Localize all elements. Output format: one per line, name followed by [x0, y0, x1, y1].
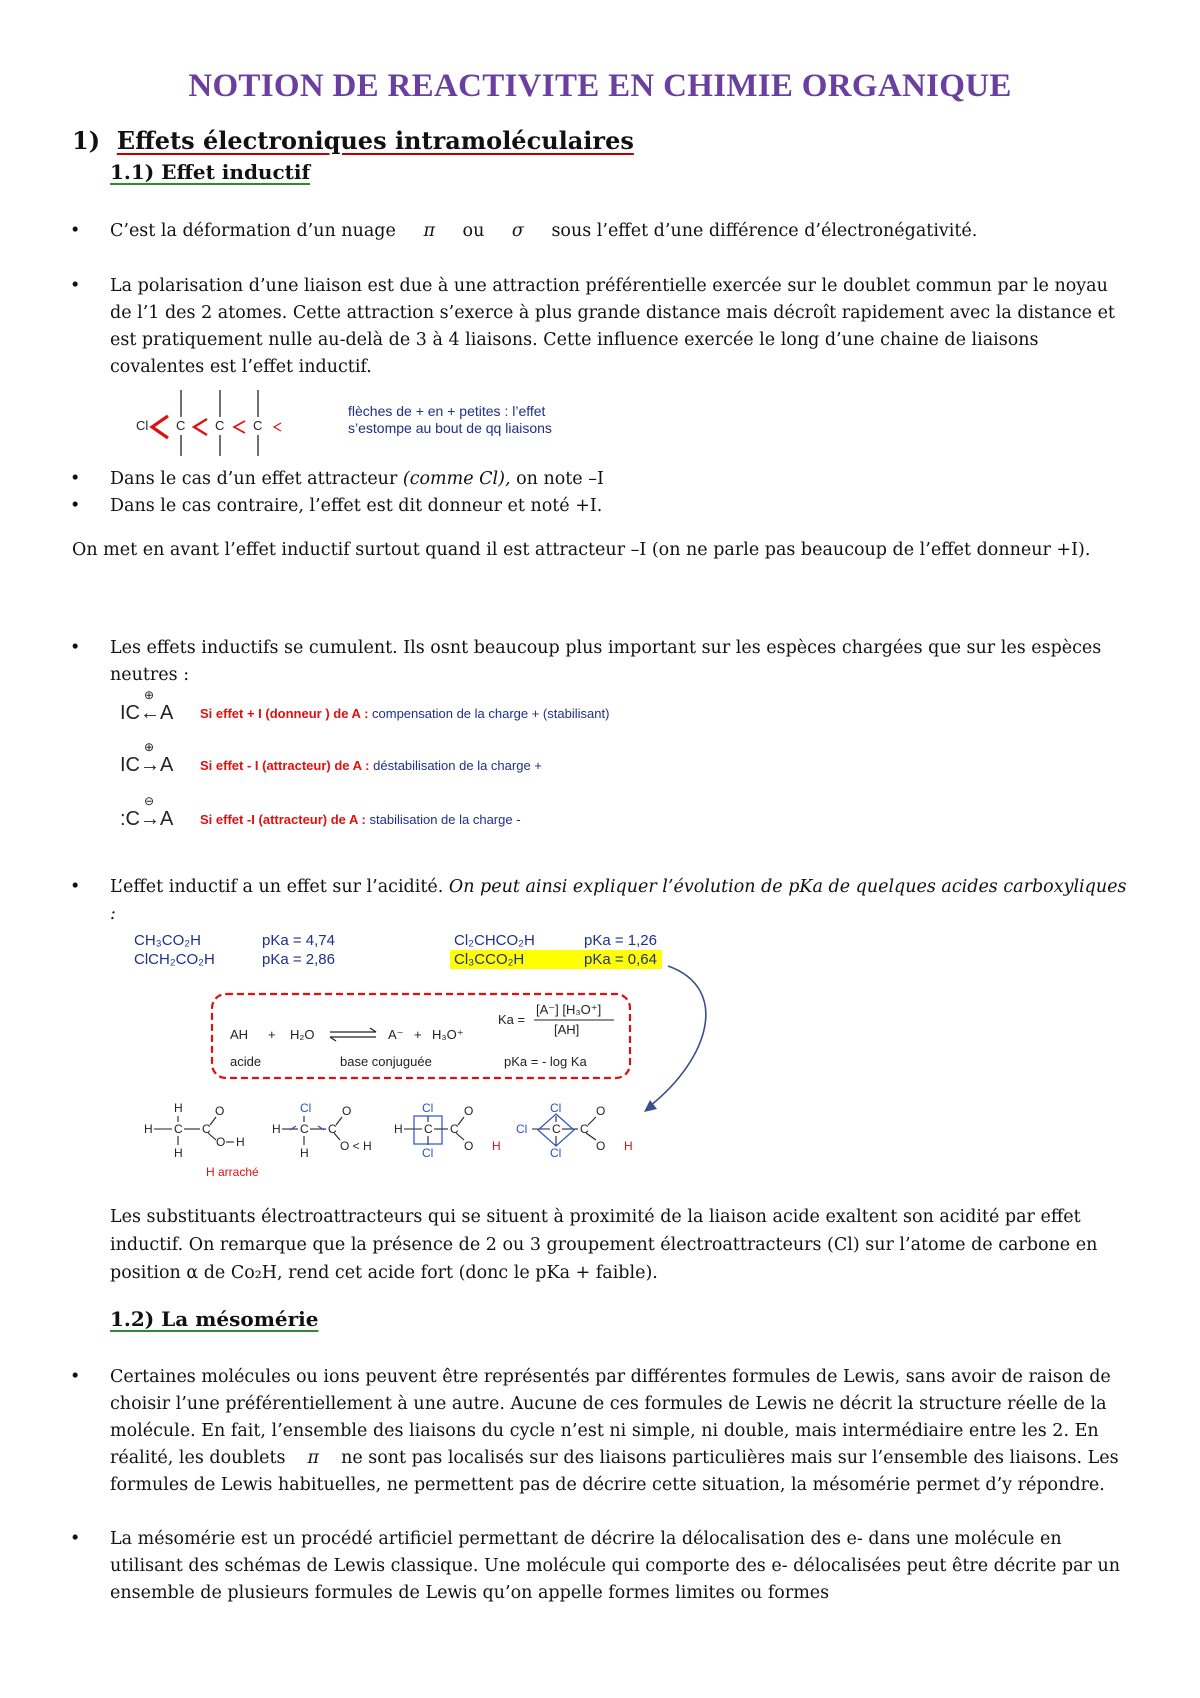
- bullet-1-text-end: sous l’effet d’une différence d’électronégativité.: [551, 221, 978, 241]
- mol2-c1: C: [300, 1122, 309, 1136]
- section-1-number: 1): [72, 126, 101, 155]
- effect-label: Si effet -I (attracteur) de A : stabilisation de la charge -: [200, 812, 521, 827]
- bullet-definition: [70, 218, 1130, 245]
- bullet-7-end: ne sont pas localisés sur des liaisons particulières mais sur l’ensemble des liaisons. Les formules de Lewis habituelles, ne permettent pas de décrire cette situation, la mésomérie permet d’y répondre.: [110, 1448, 1119, 1495]
- chain-c3: C: [253, 418, 263, 433]
- acid-4-formula: Cl₃CCO₂H: [454, 951, 525, 968]
- eq-ah: AH: [230, 1027, 249, 1042]
- bullet-mesomerie: [70, 1526, 1130, 1607]
- charge-symbol: ⊕: [144, 688, 155, 702]
- bullet-3-end: on note –I: [510, 469, 604, 489]
- acid-3-pka: pKa = 1,26: [584, 932, 657, 949]
- effect-description: déstabilisation de la charge +: [369, 758, 542, 773]
- mol3-o1: O: [464, 1104, 474, 1118]
- mol4-cl-left: Cl: [516, 1122, 528, 1136]
- page-title: NOTION DE REACTIVITE EN CHIMIE ORGANIQUE: [188, 68, 1012, 104]
- bullet-5-text: Les effets inductifs se cumulent. Ils osnt beaucoup plus important sur les espèces chargées que sur les espèces neutres :: [110, 638, 1102, 685]
- charged-species-figure: [120, 688, 820, 842]
- bullet-dot: •: [70, 877, 81, 897]
- charged-species-row: [120, 688, 820, 730]
- mol1-c2: C: [202, 1122, 211, 1136]
- mol3-cl-bottom: Cl: [422, 1146, 434, 1160]
- eq-pka-def: pKa = - log Ka: [504, 1054, 587, 1069]
- mol4-cl-bottom: Cl: [550, 1146, 562, 1160]
- effect-label: Si effet - I (attracteur) de A : déstabilisation de la charge +: [200, 758, 542, 773]
- bullet-acidite: [70, 874, 1130, 928]
- mol4-o1: O: [596, 1104, 606, 1118]
- arrow-small-icon: [234, 421, 245, 433]
- paragraph-inductive-note: On met en avant l’effet inductif surtout quand il est attracteur –I (on ne parle pas beaucoup de l’effet donneur +I).: [72, 540, 1091, 560]
- mol3-c2: C: [450, 1122, 459, 1136]
- mol3-h-acid: H: [492, 1139, 501, 1153]
- acid-3-formula: Cl₂CHCO₂H: [454, 932, 535, 949]
- charge-symbol: ⊕: [144, 740, 155, 754]
- mol2-c2: C: [328, 1122, 337, 1136]
- section-1-1-heading: [110, 160, 310, 184]
- bullet-dot: •: [70, 1529, 81, 1549]
- mol1-o2: O: [216, 1135, 226, 1149]
- mol3-h-left: H: [394, 1122, 403, 1136]
- sigma-symbol: σ: [511, 221, 524, 241]
- charged-species-row: [120, 794, 820, 836]
- curved-arrow-icon: [650, 966, 706, 1106]
- mol2-oh: O < H: [340, 1139, 372, 1153]
- bullet-dot: •: [70, 469, 81, 489]
- bullet-2-text: La polarisation d’une liaison est due à une attraction préférentielle exercée sur le doublet commun par le noyau de l’1 des 2 atomes. Cette attraction s’exerce à plus grande distance mais décroît rapidement avec la distance et est pratiquement nulle au-delà de 3 à 4 liaisons. Cette influence exercée le long d’une chaine de liaisons covalentes est l’effet inductif.: [110, 276, 1115, 377]
- bullet-6-start: L’effet inductif a un effet sur l’acidité.: [110, 877, 449, 897]
- eq-a-minus: A⁻: [388, 1027, 404, 1042]
- section-1-1-title: 1.1) Effet inductif: [110, 160, 311, 184]
- mol4-o2: O: [596, 1139, 606, 1153]
- eq-plus-1: +: [268, 1027, 276, 1042]
- bullet-6-italic: On peut ainsi expliquer l’évolution de pKa de quelques acides carboxyliques :: [110, 877, 1127, 924]
- bullet-1-text-start: C’est la déformation d’un nuage: [110, 221, 396, 241]
- mol2-cl: Cl: [300, 1101, 312, 1115]
- chain-note-line-1: flèches de + en + petites : l’effet: [348, 403, 546, 419]
- effect-description: compensation de la charge + (stabilisant): [368, 706, 610, 721]
- mol1-h-top: H: [174, 1101, 183, 1115]
- arrow-medium-icon: [194, 419, 207, 435]
- eq-base: base conjuguée: [340, 1054, 432, 1069]
- eq-h2o: H₂O: [290, 1027, 315, 1042]
- bullet-7-start: Certaines molécules ou ions peuvent être représentés par différentes formules de Lewis, sans avoir de raison de choisir l’une préférentiellement à une autre. Aucune de ces formules de Lewis ne décrit la structure réelle de la molécule. En fait, l’ensemble des liaisons du cycle n’est ni simple, ni double, mais intermédiaire entre les 2. En réalité, les doublets: [110, 1367, 1111, 1468]
- acid-1-pka: pKa = 4,74: [262, 932, 335, 949]
- bullet-1-ou: ou: [462, 221, 485, 241]
- acid-1-formula: CH₃CO₂H: [134, 932, 201, 949]
- acid-2-formula: ClCH₂CO₂H: [134, 951, 215, 968]
- chain-c1: C: [176, 418, 186, 433]
- effect-description: stabilisation de la charge -: [365, 812, 521, 827]
- bullet-3-italic: (comme Cl),: [402, 469, 511, 489]
- pi-symbol: π: [307, 1448, 320, 1468]
- chain-cl: Cl: [136, 418, 149, 433]
- bullet-3-start: Dans le cas d’un effet attracteur: [110, 469, 403, 489]
- mol4-c1: C: [552, 1122, 561, 1136]
- section-1-heading: [72, 126, 634, 155]
- section-1-2-heading: [110, 1307, 318, 1331]
- mol1-h-bottom: H: [174, 1146, 183, 1160]
- pi-symbol: π: [423, 221, 435, 241]
- acid-2-pka: pKa = 2,86: [262, 951, 335, 968]
- species-formula: :C→A: [120, 808, 174, 830]
- mol3-cl-top: Cl: [422, 1101, 434, 1115]
- mol4-cl-top: Cl: [550, 1101, 562, 1115]
- inductive-chain-figure: [128, 386, 598, 460]
- mol2-h-bottom: H: [300, 1146, 309, 1160]
- chain-note-line-2: s’estompe au bout de qq liaisons: [348, 420, 552, 436]
- eq-ka: Ka =: [498, 1012, 526, 1027]
- arrow-tiny-icon: [274, 423, 281, 431]
- mol4-h-acid: H: [624, 1139, 633, 1153]
- mol1-c1: C: [174, 1122, 183, 1136]
- mol1-h-acid: H: [236, 1135, 245, 1149]
- charge-symbol: ⊖: [144, 794, 155, 808]
- bullet-4-text: Dans le cas contraire, l’effet est dit donneur et noté +I.: [110, 496, 603, 516]
- mol1-o1: O: [215, 1104, 225, 1118]
- mol2-h-left: H: [272, 1122, 281, 1136]
- eq-ka-den: [AH]: [554, 1022, 580, 1037]
- bullet-dot: •: [70, 276, 81, 296]
- acid-4-pka: pKa = 0,64: [584, 951, 657, 968]
- equilibrium-arrow-icon: [330, 1028, 376, 1041]
- molecule-structures: [144, 1101, 633, 1179]
- bullet-lewis: [70, 1364, 1130, 1499]
- mol4-c2: C: [580, 1122, 589, 1136]
- paragraph-substituants: Les substituants électroattracteurs qui se situent à proximité de la liaison acide exaltent son acidité par effet inductif. On remarque que la présence de 2 ou 3 groupement électroattracteurs (Cl) sur l’atome de carbone en position α de Co₂H, rend cet acide fort (donc le pKa + faible).: [110, 1207, 1098, 1283]
- section-1-2-title: 1.2) La mésomérie: [110, 1307, 319, 1331]
- mol3-c1: C: [424, 1122, 433, 1136]
- eq-acide: acide: [230, 1054, 262, 1069]
- eq-h3o: H₃O⁺: [432, 1027, 464, 1042]
- species-formula: IC→A: [120, 754, 174, 776]
- eq-plus-2: +: [414, 1027, 422, 1042]
- effect-label: Si effet + I (donneur ) de A : compensation de la charge + (stabilisant): [200, 706, 610, 721]
- mol1-h-left: H: [144, 1122, 153, 1136]
- bullet-dot: •: [70, 496, 81, 516]
- acidity-figure: [130, 928, 730, 1198]
- bullet-polarisation: [70, 273, 1130, 381]
- charged-species-row: [120, 740, 820, 782]
- arrow-large-icon: [152, 416, 168, 438]
- chain-c2: C: [215, 418, 225, 433]
- bullet-dot: •: [70, 221, 81, 241]
- section-1-title: Effets électroniques intramoléculaires: [116, 126, 634, 155]
- mol3-o2: O: [464, 1139, 474, 1153]
- bullet-8-text: La mésomérie est un procédé artificiel permettant de décrire la délocalisation des e- dans une molécule en utilisant des schémas de Lewis classique. Une molécule qui comporte des e- délocalisées peut être décrite par un ensemble de plusieurs formules de Lewis qu’on appelle formes limites ou formes: [110, 1529, 1121, 1603]
- mol1-h-arrache: H arraché: [206, 1165, 259, 1179]
- bullet-dot: •: [70, 1367, 81, 1387]
- mol2-o1: O: [342, 1104, 352, 1118]
- eq-ka-num: [A⁻] [H₃O⁺]: [536, 1002, 602, 1017]
- bullet-dot: •: [70, 638, 81, 658]
- bullet-donneur: [70, 493, 1130, 520]
- bullet-cumulent: [70, 635, 1130, 689]
- bullet-attracteur: [70, 466, 1130, 493]
- species-formula: IC←A: [120, 702, 174, 724]
